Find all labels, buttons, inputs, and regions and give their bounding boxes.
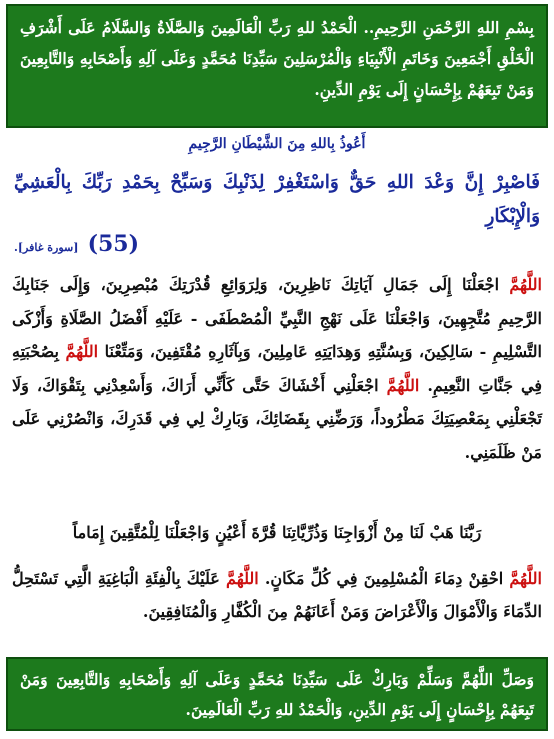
rabbana-verse: رَبَّنَا هَبْ لَنَا مِنْ أَزْوَاجِنَا وَذُرِّيَّاتِنَا قُرَّةَ أَعْيُنٍ وَاجْعَلْنَا لِلْمُتَّقِينَ إِمَاماً (72, 523, 482, 542)
closing-box (6, 657, 548, 731)
supplication-paragraph-2 (12, 562, 542, 628)
intro-box (6, 4, 548, 128)
verse-number: (55) (87, 231, 140, 257)
dua-part-3: اجْعَلْنِي أَخْشَاكَ حَتَّى كَأَنِّي أَرَاكَ، وَأَسْعِدْنِي بِتَقْوَاكَ، وَلَا تَجْعَلْنِي بِمَعْصِيَتِكَ مَطْرُوداً، وَرَضِّنِي بِقَضَائِكَ، وَبَارِكْ لِي فِي قَدَرِكَ، وَانْصُرْنِي عَلَى مَنْ ظَلَمَنِي. (12, 375, 542, 462)
closing-text: وَصَلِّ اللَّهُمَّ وَسَلِّمْ وَبَارِكْ عَلَى سَيِّدِنَا مُحَمَّدٍ وَعَلَى آلِهِ وَأَصْحَابِهِ وَالتَّابِعِينَ وَمَنْ تَبِعَهُمْ بِإِحْسَانٍ إِلَى يَوْمِ الدِّينِ، وَالْحَمْدُ للهِ رَبِّ الْعَالَمِينَ. (20, 670, 534, 719)
dua-part-1: اجْعَلْنَا إِلَى جَمَالِ آيَاتِكَ نَاظِرِينَ، وَلِرَوَائِعِ قُدْرَتِكَ مُبْصِرِينَ، وَإِلَى جَنَابِكَ الرَّحِيمِ مُتَّجِهِينَ، وَاجْعَلْنَا عَلَى نَهْجِ النَّبِيِّ الْمُصْطَفَى - عَلَيْهِ أَفْضَلُ الصَّلَاةِ وَأَزْكَى التَّسْلِيمِ - سَالِكِينَ، وَبِسُنَّتِهِ وَهِدَايَتِهِ عَامِلِينَ، وَبِآثَارِهِ مُقْتَفِينَ، وَمَتِّعْنَا (12, 275, 542, 361)
allahumma-label: اللَّهُمَّ (509, 275, 542, 294)
dua-part-2: بِصُحْبَتِهِ فِي جَنَّاتِ النَّعِيمِ. (12, 342, 543, 395)
allahumma-label: اللَّهُمَّ (65, 342, 99, 361)
istiadha-line: أَعُوذُ بِاللهِ مِنَ الشَّيْطَانِ الرَّجِيمِ (188, 136, 366, 152)
dua2-part-1: احْقِنْ دِمَاءَ الْمُسْلِمِينَ فِي كُلِّ مَكَانٍ. (258, 569, 510, 588)
supplication-paragraph (12, 268, 542, 469)
quran-verse (14, 166, 540, 234)
verse-reference (14, 230, 540, 262)
allahumma-label: اللَّهُمَّ (386, 375, 420, 395)
surah-name: [سورة غافر]. (14, 241, 79, 254)
verse-text: فَاصْبِرْ إِنَّ وَعْدَ اللهِ حَقٌّ وَاسْتَغْفِرْ لِذَنْبِكَ وَسَبِّحْ بِحَمْدِ رَبِّكَ بِالْعَشِيِّ وَالْإِبْكَارِ (14, 172, 540, 227)
dua2-part-2: عَلَيْكَ بِالْفِئَةِ الْبَاغِيَةِ الَّتِي تَسْتَحِلُّ الدِّمَاءَ وَالْأَمْوَالَ وَالْأَعْرَاضَ وَمَنْ أَعَانَهُمْ مِنَ الْكُفَّارِ وَالْمُنَافِقِينَ. (12, 569, 542, 621)
intro-text: بِسْمِ اللهِ الرَّحْمَنِ الرَّحِيمِ.. الْحَمْدُ للهِ رَبِّ الْعَالَمِينَ وَالصَّلَاةُ وَالسَّلَامُ عَلَى أَشْرَفِ الْخَلْقِ أَجْمَعِينَ وَخَاتَمِ الْأَنْبِيَاءِ وَالْمُرْسَلِينَ سَيِّدِنَا مُحَمَّدٍ وَعَلَى آلِهِ وَأَصْحَابِهِ وَالتَّابِعِينَ وَمَنْ تَبِعَهُمْ بِإِحْسَانٍ إِلَى يَوْمِ الدِّينِ. (20, 18, 534, 99)
allahumma-label: اللَّهُمَّ (509, 569, 542, 588)
allahumma-label: اللَّهُمَّ (226, 569, 259, 588)
